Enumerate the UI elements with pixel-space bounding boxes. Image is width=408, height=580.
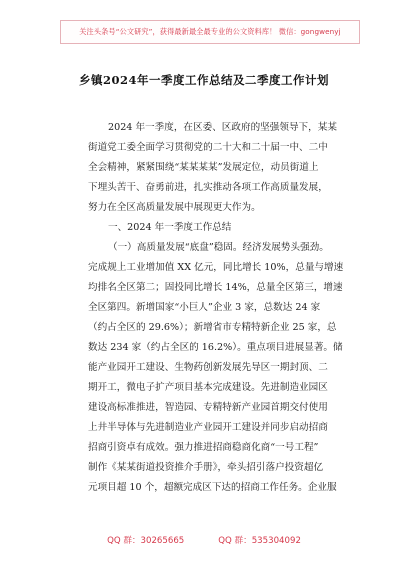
body-line: 下埋头苦干、奋勇前进，扎实推动各项工作高质量发展，: [88, 182, 328, 193]
body-line: 期开工，微电子扩产项目基本完成建设。先进制造业园区: [88, 382, 328, 393]
body-line: （约占全区的 29.6%）；新增省市专精特新企业 25 家，总: [88, 322, 337, 333]
body-line: 招商引资卓有成效。强力推进招商稳商化商“一号工程”: [88, 442, 319, 453]
body-line: （一）高质量发展“底盘”稳固。经济发展势头强劲。: [108, 242, 329, 253]
body-line: 完成规上工业增加值 XX 亿元，同比增长 10%，总量与增速: [88, 262, 344, 273]
body-line: 制作《某某街道投资推介手册》，牵头招引落户投资超亿: [88, 462, 324, 473]
body-line: 元项目超 10 个，超额完成区下达的招商工作任务。企业服: [88, 482, 337, 493]
body-line: 能产业园开工建设、生物药创新发展先导区一期封顶、二: [88, 362, 328, 373]
footer: [0, 534, 408, 546]
body-line: 数达 234 家（约占全区的 16.2%）。重点项目进展显著。储: [88, 342, 343, 353]
body-line: 均排名全区第二；固投同比增长 14%，总量全区第三，增速: [88, 282, 343, 293]
body-line: 努力在全区高质量发展中展现更大作为。: [88, 202, 261, 213]
promo-banner: [60, 20, 360, 44]
document-title: 乡镇2024年一季度工作总结及二季度工作计划: [78, 73, 329, 87]
footer-qq-group-1: QQ 群：30265665: [107, 536, 185, 546]
body-line: 全会精神，紧紧围绕“某某某某”发展定位，动员街道上: [88, 162, 319, 173]
promo-banner-text: 关注头条号“公文研究”，获得最新最全最专业的公文资料库！ 微信：gongwenyj: [79, 27, 341, 36]
section-heading: 一、2024 年一季度工作总结: [108, 222, 232, 233]
body-line: 全区第四。新增国家“小巨人”企业 3 家，总数达 24 家: [88, 302, 321, 313]
body-line: 街道党工委全面学习贯彻党的二十大和二十届一中、二中: [88, 142, 328, 153]
body-line: 上井半导体与先进制造业产业园开工建设并同步启动招商: [88, 422, 328, 433]
document-body: [88, 118, 350, 498]
footer-qq-group-2: QQ 群：535304092: [218, 536, 301, 546]
body-line: 2024 年一季度，在区委、区政府的坚强领导下，某某: [108, 122, 337, 133]
body-line: 建设高标准推进，智造园、专精特新产业园首期交付使用: [88, 402, 328, 413]
